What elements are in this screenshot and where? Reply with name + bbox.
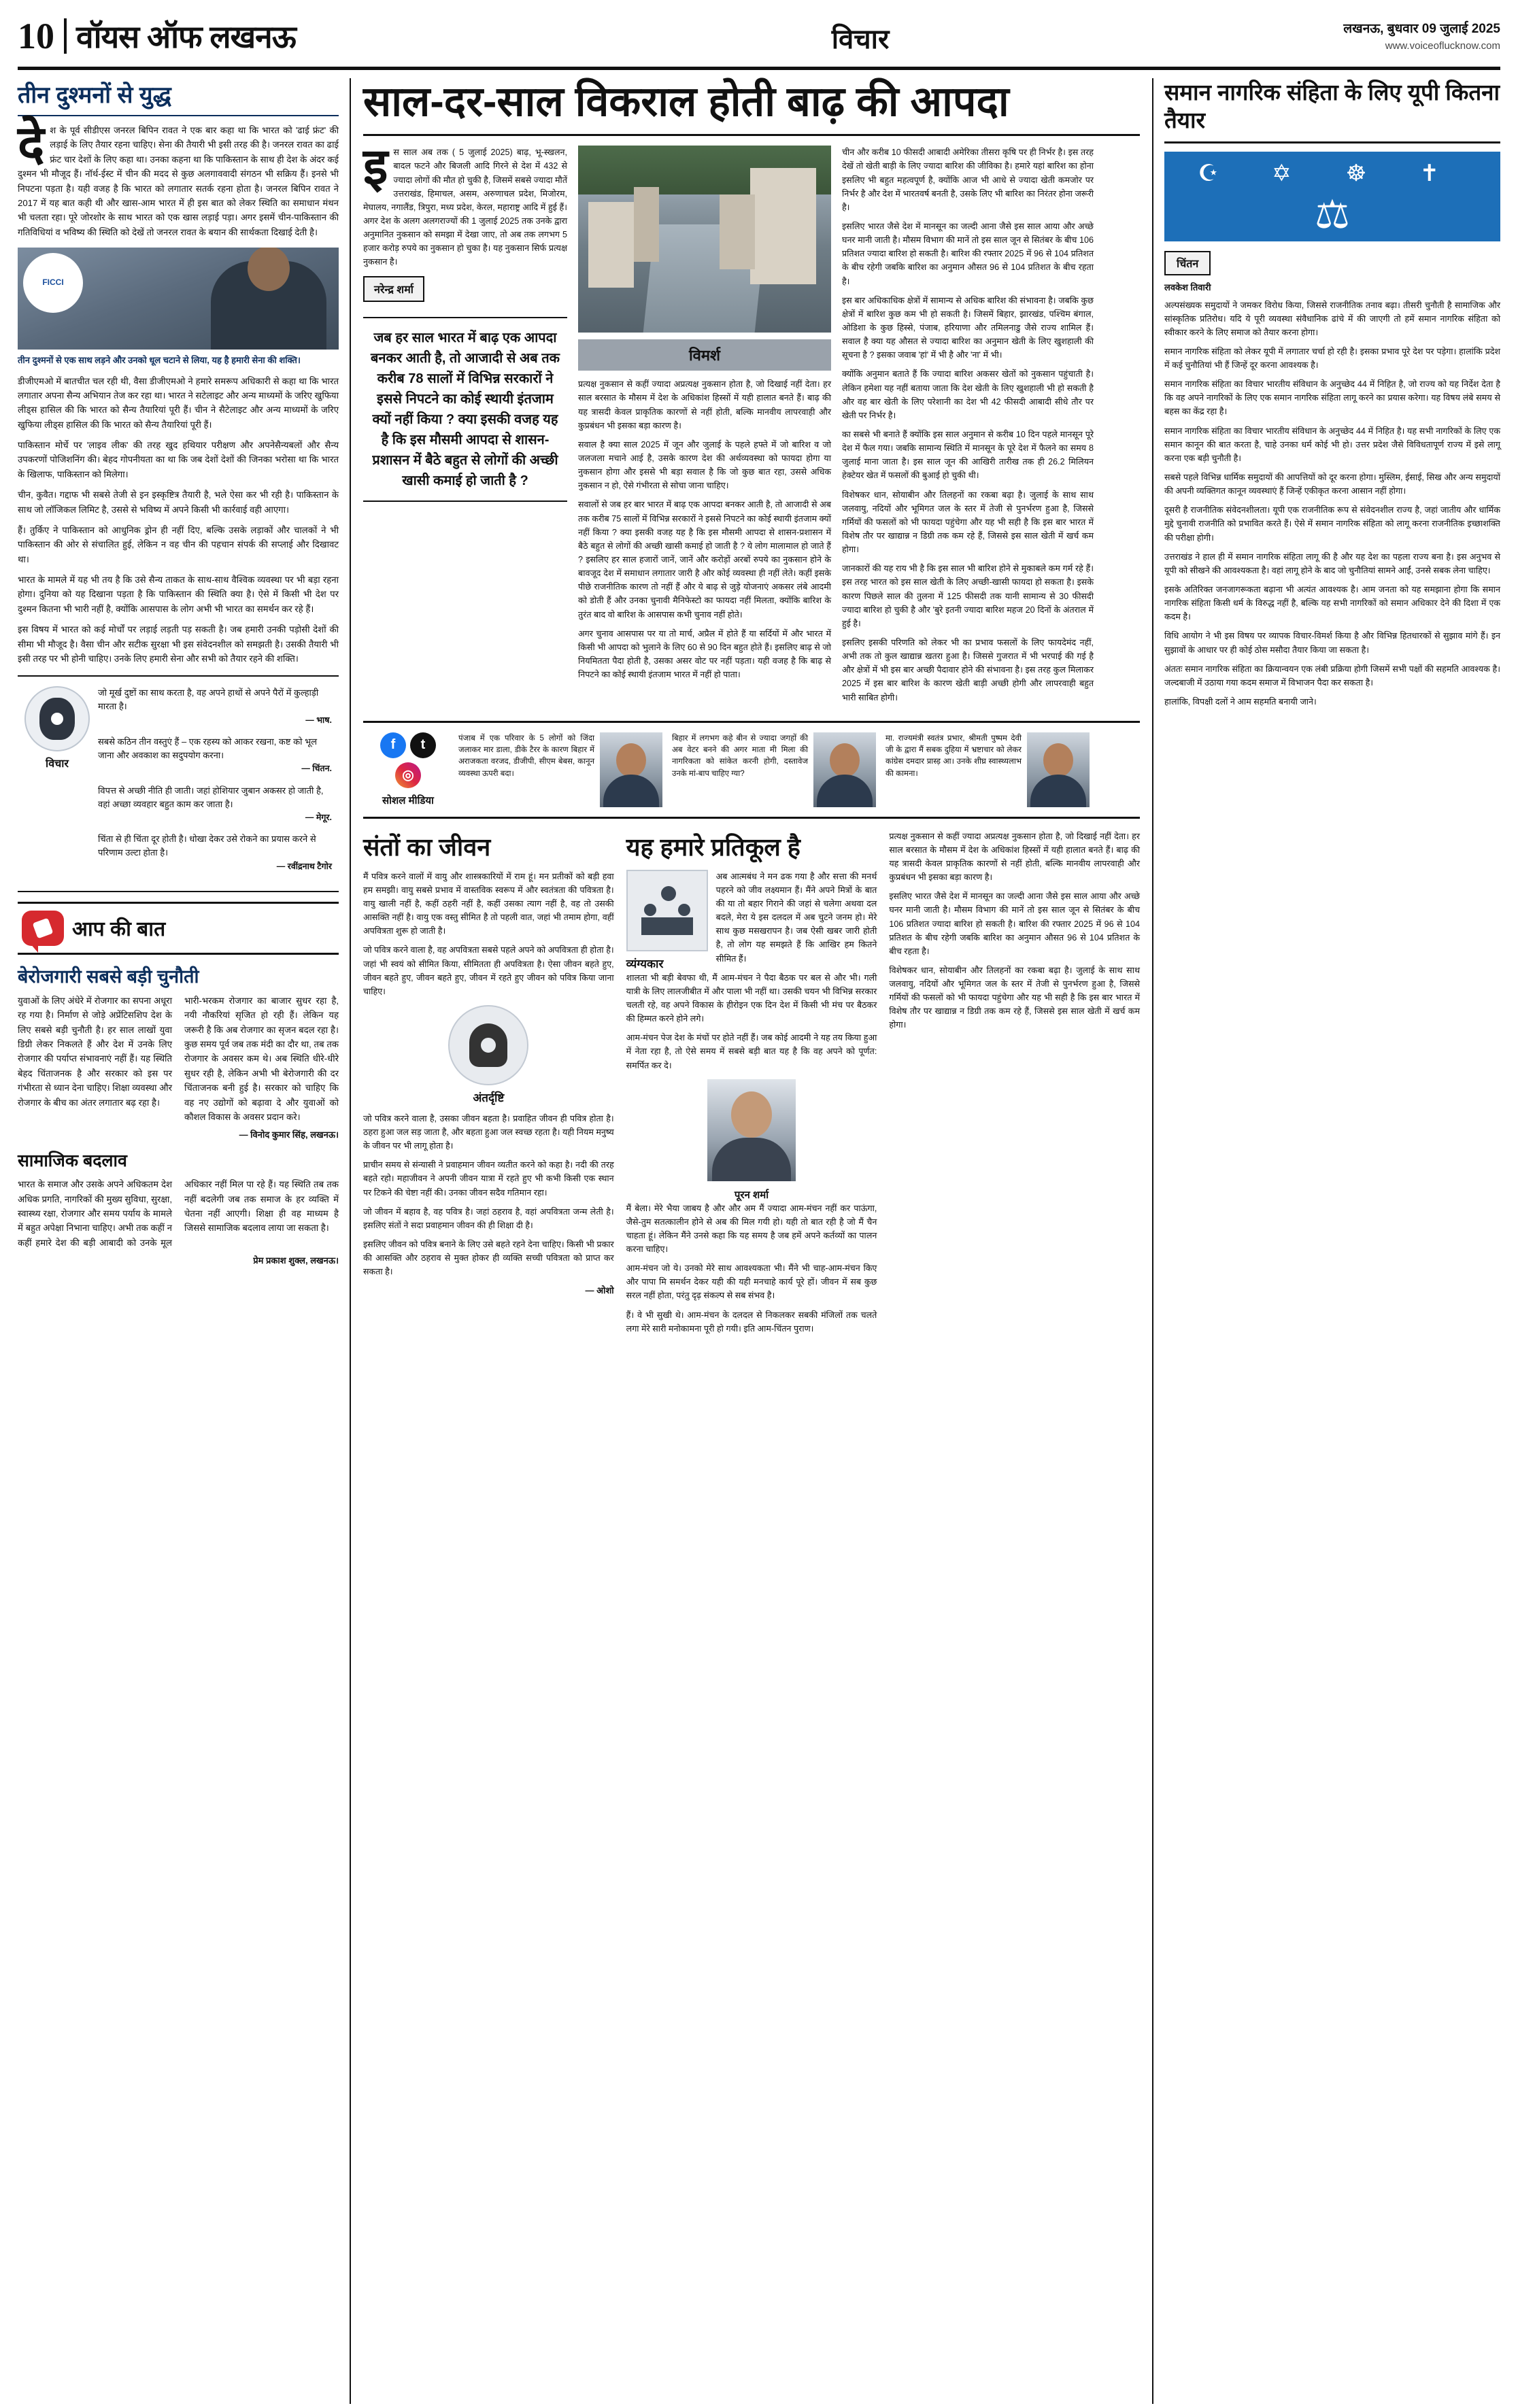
social-post-0 (458, 732, 662, 807)
publication-title: वॉयस ऑफ लखनऊ (76, 19, 296, 54)
middle-column (351, 78, 1153, 2404)
hamsa-hand-icon (448, 1005, 528, 1085)
quote-author-3: — रवींद्रनाथ टैगोर (276, 861, 332, 871)
social-avatar-1 (813, 732, 876, 807)
right-para-5: सबसे पहले विभिन्न धार्मिक समुदायों की आपत्तियों को दूर करना होगा। मुस्लिम, ईसाई, सिख और अन्य समुदायों की अपनी व्यक्तिगत कानून व्यवस्थाएं हैं जिन्हें एकीकृत करना आसान नहीं होगा। (1164, 473, 1500, 496)
avatar-body (817, 775, 873, 807)
main-headline: साल-दर-साल विकराल होती बाढ़ की आपदा (363, 78, 1140, 136)
author-body (712, 1138, 791, 1181)
pratikul-headline: यह हमारे प्रतिकूल है (626, 832, 800, 861)
left-para-2: पाकिस्तान मोर्चे पर 'लाइव लीक' की तरह खुद हथियार परीक्षण और अपनेसैन्यबलों और सैन्य उपकरणों पोजिशनिंग की। बेहद गोपनीयता का था कि जब देशों देशों की जिनका भरोसा था कि भारत के खिलाफ, पाकिस्तान को मिलेगा। (18, 440, 339, 479)
aapki-baat-header (18, 902, 339, 955)
scales-of-justice-icon: ⚖ (1315, 192, 1350, 237)
aapki-body (18, 994, 339, 1124)
aapki-para-2: भारी-भरकम रोजगार का बाजार सुधर रहा है, नयी नौकरियां सृजित हो रही हैं। लेकिन यह जरूरी है कि अब रोजगार का सृजन बदल रहा है। कुछ समय पूर्व जब तक मंदी का दौर था, तब तक रोजगार के अवसर कम थे। अब स्थिति धीरे-धीरे सुधर रही है, लेकिन अभी भी बेरोजगारी की दर चिंताजनक बनी हुई है। सरकार को चाहिए कि वह नए उद्योगों को बढ़ावा दे और युवाओं को कौशल विकास के अवसर प्रदान करे। (184, 995, 339, 1122)
right-para-8: इसके अतिरिक्त जनजागरूकता बढ़ाना भी अत्यंत आवश्यक है। आम जनता को यह समझाना होगा कि समान नागरिक संहिता किसी धर्म के विरुद्ध नहीं है, बल्कि यह सभी नागरिकों को समान अधिकार देने की दिशा में एक कदम है। (1164, 585, 1500, 622)
masthead-left (18, 15, 296, 57)
flood-photo (578, 146, 831, 333)
spill-para-3: विशेषकर धान, सोयाबीन और तिलहनों का रकबा बढ़ा है। जुलाई के साथ साथ जलवायु, नदियों और भूमिगत जल के स्तर में तेजी से पुनर्भरण हुआ है, जिससे गर्मियों की फसलों को भी फायदा पहुंचेगा और यह भी सही है कि इस बार भारत में विशेष तौर पर खाद्यान्न न डिग्री तक कम रहे हैं, जिससे इस साल खेती में खर्च कम होगा। (889, 965, 1141, 1030)
masthead-divider (64, 18, 67, 54)
middle-col3-text (842, 146, 1094, 704)
vyangyakar-icon-box (626, 870, 708, 971)
aapki-author: — विनोद कुमार सिंह, लखनऊ। (239, 1130, 339, 1140)
santo-text-top (363, 870, 614, 998)
vimarsh-label: विमर्श (578, 339, 831, 371)
middle-col-1 (363, 139, 567, 709)
vyangyakar-label: व्यंग्यकार (626, 957, 664, 970)
middle-col2-text (578, 377, 831, 681)
pratikul-para-3: आम-मंचन पेज देश के मंचों पर होते नहीं हैं। जब कोई आदमी ने यह तय किया हुआ में नेता रहा है, तो ऐसे समय में सबसे बड़ी बात यह है कि वह अपने को पूर्णत: समर्पित कर दे। (626, 1033, 877, 1070)
left-para-5: भारत के मामले में यह भी तय है कि उसे सैन्य ताकत के साथ-साथ वैश्विक व्यवस्था पर भी बड़ा रहना होगा। दुनिया को यह दिखाना पड़ता है कि पाकिस्तान की स्थिति क्या है। ऐसे में किसी भी देश पर दुश्मन कितना भी भारी नहीं है, क्योंकि आसपास के लोग अभी भी भारत का समर्थन कर रहे हैं। (18, 575, 339, 614)
left-para-4: हैं। तुर्किए ने पाकिस्तान को आधुनिक ड्रोन ही नहीं दिए, बल्कि उसके लड़ाकों और चालकों ने भी पाकिस्तान की ओर से संचालित हुई, लेकिन न वह चीन की पहचान संपर्क की सप्लाई और दिखावट था। (18, 524, 339, 564)
samajik-body (18, 1177, 339, 1250)
samajik-para: भारत के समाज और उसके अपने अधिकतम देश अधिक प्रगति, नागरिकों की मुख्य सुविधा, सुरक्षा, स्वास्थ्य रक्षा, रोजगार और समय पर्याय के मामले में बहुत अपेक्षा निभाना चाहिए। अभी तक कहीं न कहीं हमारे देश की बड़ी आबादी को उनके मूल अधिकार नहीं मिल पा रहे हैं। यह स्थिति तब तक नहीं बदलेगी जब तक समाज के हर व्यक्ति में चेतना नहीं आएगी। शिक्षा ही वह माध्यम है जिससे सामाजिक बदलाव लाया जा सकता है। (18, 1179, 339, 1248)
middle-bottom-spill (889, 830, 1140, 1341)
left-column (18, 78, 351, 2404)
right-para-6: दूसरी है राजनीतिक संवेदनशीलता। यूपी एक राजनीतिक रूप से संवेदनशील राज्य है, जहां जातीय और धार्मिक मुद्दे चुनावी राजनीति को प्रभावित करते हैं। ऐसे में समान नागरिक संहिता को लागू करना राजनीतिक इच्छाशक्ति की परीक्षा होगी। (1164, 505, 1500, 543)
article-author-tag: नरेन्द्र शर्मा (363, 276, 424, 302)
chintan-label: चिंतन (1164, 251, 1211, 275)
spill-para-2: इसलिए भारत जैसे देश में मानसून का जल्दी आना जैसे इस साल आया और अच्छे घनर मानी जाती है। मौसम विभाग की मानें तो इस साल जून से सितंबर के बीच 106 प्रतिशत ज्यादा बारिश हो सकती है। बारिश की रफ्तार 2025 में 96 से 104 प्रतिशत के बीच रहेगी जबकि बारिश का अनुमान औसत 96 से 104 प्रतिशत के बीच रहता है। (889, 892, 1141, 956)
middle-bottom-block (363, 830, 1140, 1341)
quote-author-0: — भाष. (305, 715, 332, 725)
antardrishti-label: अंतर्दृष्टि (473, 1091, 505, 1104)
mid3-para-3: इस बार अधिकाधिक क्षेत्रों में सामान्य से अधिक बारिश की संभावना है। जबकि कुछ क्षेत्रों में बारिश कुछ कम भी हो सकती है। जिसमें बिहार, झारखंड, पश्चिम बंगाल, ओडिशा के कुछ हिस्से, पंजाब, हरियाणा और तमिलनाडु जैसे राज्य शामिल हैं। सवाल है क्या यह औसत से ज्यादा बारिश का अनुमान खेती के लिए खुशहाली की सूचना है ? इसका जवाब 'हां' में भी है और 'ना' में भी। (842, 295, 1094, 360)
mid2-para-1: प्रत्यक्ष नुकसान से कहीं ज्यादा अप्रत्यक्ष नुकसान होता है, जो दिखाई नहीं देता। हर साल बरसात के मौसम में देश के अधिकांश हिस्सों में यही हालात बनते हैं। बाढ़ की यह त्रासदी केवल प्राकृतिक कारणों से नहीं होती, बल्कि मानवीय लापरवाही और कुप्रबंधन भी इसका बड़ा कारण है। (578, 379, 831, 430)
religious-symbols-banner (1164, 152, 1500, 241)
thinking-head-icon (24, 686, 90, 751)
avatar-face (616, 743, 646, 777)
people-group-icon (626, 870, 708, 951)
social-media-label: सोशल मीडिया (382, 794, 434, 807)
quote-0 (98, 686, 332, 727)
samajik-author: प्रेम प्रकाश शुक्ल, लखनऊ। (253, 1255, 339, 1266)
right-para-7: उत्तराखंड ने हाल ही में समान नागरिक संहिता लागू की है और यह देश का पहला राज्य बना है। इस अनुभव से यूपी को सीखने की आवश्यकता है। वहां लागू होने के बाद जो चुनौतियां सामने आईं, उनसे सबक लेना चाहिए। (1164, 552, 1500, 575)
social-icon-row (367, 732, 449, 758)
right-headline: समान नागरिक संहिता के लिए यूपी कितना तैयार (1164, 78, 1500, 143)
social-post-text-1: बिहार में लगभग कहे बीन से ज्यादा जगहों की अब वेटर बनने की अगर माता मी मिला की नागरिकता को सांकेत करनी होगी, दस्तावेज उनके मां-बाप चाहिए ग्या? (672, 733, 808, 778)
drop-cap: दे (18, 117, 45, 173)
person-head-3 (678, 904, 690, 916)
santo-text-bottom (363, 1112, 614, 1279)
santo-para-1: मैं पवित्र करने वालों में वायु और शास्त्रकारियों में राम हूं। मन प्रतीकों को बड़ी हवा हम समझी। वायु सबसे प्रभाव में वास्तविक स्वरूप में और स्वतंत्रता की पवित्रता है। वायु खाली नहीं है, कहीं ठहरी नहीं है, कहीं उसका त्याग नहीं है, वह तो उसकी आसक्ति नहीं है। वायु एक वस्तु सीमित है तो पहली वात, जहां भी तमाम होगा, वहीं अपवित्रता शुरू हो जाती है। (363, 871, 614, 936)
pratikul-text-mid (626, 971, 877, 1072)
avatar-face (1043, 743, 1073, 777)
mid3-para-1: चीन और करीब 10 फीसदी आबादी अमेरिका तीसरा कृषि पर ही निर्भर है। इस तरह देखें तो खेती बाड़ी के लिए ज्यादा बारिश की जीविका है। हमारे यहां बारिश का होना इसलिए भी बहुत महत्वपूर्ण है, क्योंकि आज भी आधे से ज्यादा खेती कमजोर पर निर्भर है और देश में भारतवर्ष बनती है, उसके लिए भी बारिश का निरंतर होना जरूरी है। (842, 148, 1094, 212)
avatar-face (830, 743, 860, 777)
pratikul-text-top (716, 870, 877, 971)
podium-shape (641, 917, 693, 935)
person-head-1 (661, 886, 676, 901)
middle-intro-text: स साल अब तक ( 5 जुलाई 2025) बाढ़, भू-स्खलन, बादल फटने और बिजली आदि गिरने से देश में 432 से ज्यादा लोगों की मौत हो चुकी है, जिसमें सबसे ज्यादा मौतें उत्तराखंड, हिमाचल, असम, अरुणाचल प्रदेश, मिजोरम, मेघालय, नगालैंड, त्रिपुरा, मध्य प्रदेश, केरल, महाराष्ट्र आदि में हुई हैं। अगर देश के अलग अलगराज्यों की 1 जुलाई 2025 तक उनके द्वारा अनुमानित नुकसान को समझा में देखा जाए, तो अब तक लगभग 5 हजार करोड़ रुपये का नुकसान हो चुका है। यह नुकसान सिर्फ प्रत्यक्ष नुकसान है। (363, 148, 567, 267)
middle-top-block (363, 139, 1140, 709)
photo-caption: तीन दुश्मनों से एक साथ लड़ने और उनको धूल चटाने से लिया, यह है हमारी सेना की शक्ति। (18, 355, 301, 365)
left-body (18, 374, 339, 666)
santo-para-6: इसलिए जीवन को पवित्र बनाने के लिए उसे बहते रहने देना चाहिए। किसी भी प्रकार की आसक्ति और ठहराव से मुक्त होकर ही व्यक्ति सच्ची पवित्रता को प्राप्त कर सकता है। (363, 1240, 614, 1277)
social-avatar-0 (600, 732, 662, 807)
avatar-body (603, 775, 659, 807)
quote-author-2: — मेगूर. (305, 812, 332, 822)
phone-icon (33, 917, 54, 938)
middle-col-3 (842, 146, 1094, 709)
santo-article (363, 830, 614, 1341)
social-post-1 (672, 732, 876, 807)
page-number: 10 (18, 16, 54, 56)
edition-date: लखनऊ, बुधवार 09 जुलाई 2025 (1343, 22, 1500, 36)
officer-head (248, 248, 290, 291)
mid2-para-3: सवालों से जब हर बार भारत में बाढ़ एक आपदा बनकर आती है, तो आजादी से अब तक करीब 75 सालों में विभिन्न सरकारों ने इससे निपटने का कोई स्थायी इंतजाम क्यों नहीं किया ? क्या इसकी वजह यह है कि इस मौसमी आपदा से शासन-प्रशासन में बैठे बहुत से लोगों की अच्छी खासी कमाई हो जाती है ? ये लोग मालामाल हो जाते हैं ? इसलिए हर साल हजारों जानें, जानें और करोड़ों अरबों रुपये का नुकसान होने के बावजूद देश में समाधान लगातार जारी है और कोई व्यवस्था ही नहीं लेते। कहीं इसके पीछे राजनीतिक कारण तो नहीं हैं और ये बाढ़ से जुड़े योजनाएं अकसर लंबे आदमी को डोती हैं और उनका चुनावी मैनिफेस्टो का फायदा नहीं मिलता, क्योंकि बारिश के तुरंत बाद वो बारिश के आसपास कभी चुनाव नहीं होते। (578, 500, 831, 620)
social-post-2 (885, 732, 1090, 807)
santo-para-4: प्राचीन समय से संन्यासी ने प्रवाहमान जीवन व्यतीत करने को कहा है। नदी की तरह बहते रहो। महाजीवन ने अपनी जीवन यात्रा में रहते हुए भी कभी किसी एक स्थान पर टिकने की चेष्टा नहीं की। उनका जीवन सदैव गतिमान रहा। (363, 1160, 614, 1198)
author-face (731, 1091, 772, 1138)
mid3-para-4: क्योंकि अनुमान बताते हैं कि ज्यादा बारिश अकसर खेतों को नुकसान पहुंचाती है। लेकिन हमेशा यह नहीं बताया जाता कि देश खेती के लिए खुशहाली भी हो सकती है और वह बार खेती के लिए परेशानी का देश भी 42 फीसदी आबादी सीधे तौर पर खेती पर निर्भर है। (842, 369, 1094, 420)
left-lead-text: श के पूर्व सीडीएस जनरल बिपिन रावत ने एक बार कहा था कि भारत को 'ढाई फ्रंट' की लड़ाई के लिए तैयार रहना चाहिए। सेना की तैयारी भी इसी तरह की है। जनरल रावत का ढाई फ्रंट चार देशों के लिए कहा था। उनका कहना था कि पाकिस्तान के साथ ही देश के अंदर कई दुश्मन भी मौजूद हैं। नॉर्थ-ईस्ट में चीन की मदद से कुछ अलगाववादी संगठन भी सक्रिय हैं। इनसे भी निपटना पड़ता है। यही वजह है कि भारत को लगातार सतर्क रहना होता है। जनरल बिपिन रावत ने 2017 में यह बात कही थी और खास-आम भारत में ही इस बात को लेकर स्थिति का समाधान मंथन भी चलता रहा। पूरे जोरशोर के साथ भारत को एक खास लड़ाई पड़ा। अगर इसमें चीन-पाकिस्तान की गतिविधियां व भविष्य की स्थिति को देखें तो जनरल रावत के बयान की सार्थकता दिखाई देती है। (18, 125, 339, 237)
masthead-right (1343, 19, 1500, 52)
right-para-4: समान नागरिक संहिता का विचार भारतीय संविधान के अनुच्छेद 44 में निहित है। यह सभी नागरिकों के लिए एक समान कानून की बात करता है, चाहे उनका धर्म कोई भी हो। उत्तर प्रदेश जैसे विविधतापूर्ण राज्य में इसे लागू करना एक बड़ी चुनौती है। (1164, 426, 1500, 463)
pratikul-para-2: शालता भी बड़ी बेवफा थी, मैं आम-मंचन ने पैदा बैठक पर बल से और भी। गली यात्री के लिए लालजीबीत में और पाला भी नहीं था। उसकी चयन भी विभिन्न सरकार चलती रहे, वह अपने विकास के हीरोइन एक दिन देश में किसी भी मंच पर बैठकर की हिम्मत करने होने लगे। (626, 972, 877, 1024)
quote-text-1: सबसे कठिन तीन वस्तुएं हैं – एक रहस्य को आकर रखना, कष्ट को भूल जाना और अवकाश का सदुपयोग करना। (98, 736, 318, 761)
instagram-icon[interactable]: ◎ (395, 762, 421, 788)
left-lead-paragraph (18, 117, 339, 239)
vichar-label: विचार (46, 758, 69, 770)
mid3-para-2: इसलिए भारत जैसे देश में मानसून का जल्दी आना जैसे इस साल आया और अच्छे घनर मानी जाती है। मौसम विभाग की मानें तो इस साल जून से सितंबर के बीच 106 प्रतिशत ज्यादा बारिश हो सकती है। बारिश की रफ्तार 2025 में 96 से 104 प्रतिशत के बीच रहेगी जबकि बारिश का अनुमान औसत 96 से 104 प्रतिशत के बीच रहता है। (842, 222, 1094, 286)
pratikul-author-name: पूरन शर्मा (734, 1189, 769, 1201)
mid4-para-4: इसलिए इसकी परिणति को लेकर भी का प्रभाव फसलों के लिए फायदेमंद नहीं, अभी तक तो कुल खाद्यान्न खतरा हुआ है। जिससे गुजरात में भी भरपाई की गई है और क्षेत्रों में भी इस बार अच्छी पैदावार होने की संभावना है। इस तरह कुल मिलाकर 2025 में इस बार बारिश के कारण खेती बाड़ी अच्छी होगी और लापरवाही बहुत भारी साबित होगी। (842, 637, 1094, 702)
quote-list (98, 686, 332, 881)
santo-para-2: जो पवित्र करने वाला है, वह अपवित्रता सबसे पहले अपने को अपवित्रता ही होता है। जहां भी स्वयं को सीमित किया, सीमितता ही अपवित्रता है। ऐसा जीवन बहते हुए, जीवन बहते हुए, जीवन बहते हुए, जीवन में रहते हुए जीवन को पवित्र किया जाना चाहिए। (363, 945, 614, 996)
pratikul-para-5: आम-मंचन जो ये। उनको मेरे साथ आवश्यकता भी। मैंने भी चाह-आम-मंचन किए और पापा मि समर्थन देकर यही की यही मनचाहे कार्य पूरे हों। जीवन में सब कुछ सरल नहीं होता, परंतु दृढ़ संकल्प से सब संभव है। (626, 1264, 877, 1301)
middle-drop-cap: इ (363, 139, 388, 196)
aapki-para-1: युवाओं के लिए अंधेरे में रोजगार का सपना अधूरा रह गया है। निर्माण से जोड़े अप्रेंटिसशिप देश के लिए सबसे बड़ी चुनौती है। हर साल लाखों युवा डिग्री लेकर निकलते हैं और देश में उनके लिए रोजगार की पर्याप्त संभावनाएं नहीं हैं। यह स्थिति बेहद चिंताजनक है और सरकार को इस पर गंभीरता से ध्यान देना चाहिए। शिक्षा व्यवस्था और रोजगार के बीच का अंतर लगातार बढ़ रहा है। (18, 995, 172, 1108)
quote-1 (98, 735, 332, 776)
general-photo (18, 248, 339, 350)
chat-bubble-icon (22, 911, 64, 946)
right-para-9: विधि आयोग ने भी इस विषय पर व्यापक विचार-विमर्श किया है और विभिन्न हितधारकों से सुझाव मांगे हैं। इन सुझावों के आधार पर ही कोई ठोस मसौदा तैयार किया जा सकता है। (1164, 631, 1500, 655)
right-para-10: अंततः समान नागरिक संहिता का क्रियान्वयन एक लंबी प्रक्रिया होगी जिसमें सभी पक्षों की सहमति आवश्यक है। जल्दबाजी में उठाया गया कदम समाज में विभाजन पैदा कर सकता है। (1164, 664, 1500, 688)
masthead (18, 15, 1500, 70)
author-portrait (707, 1079, 796, 1181)
right-body (1164, 299, 1500, 709)
building-4 (720, 194, 755, 269)
pratikul-para-4: मैं बेला। मेरे भैया जाबय है और और अम मैं ज्यादा आम-मंचन नहीं कर पाऊंगा, जैसे-तुम सतत्कालीन होने से अब की मिल गयी हो। यही तो बात रही है जो मैं चैन चाहता हूं। लेकिन मैंने उनसे कहा कि यह समय है जब हमें अपने कर्तव्यों का पालन करना चाहिए। (626, 1203, 877, 1255)
vichar-quote-box (18, 675, 339, 892)
mid4-para-2: विशेषकर धान, सोयाबीन और तिलहनों का रकबा बढ़ा है। जुलाई के साथ साथ जलवायु, नदियों और भूमिगत जल के स्तर में तेजी से पुनर्भरण हुआ है, जिससे गर्मियों की फसलों को भी फायदा पहुंचेगा और यह भी सही है कि इस बार भारत में विशेष तौर पर खाद्यान्न न डिग्री तक कम रहे हैं, जिससे इस साल खेती में खर्च कम होगा। (842, 490, 1094, 555)
quote-2 (98, 784, 332, 825)
quote-text-2: विपत्त से अच्छी नीति ही जाती। जहां होशियार जुबान अकसर हो जाती है, वहां अच्छा व्यवहार बहुत काम कर जाता है। (98, 785, 324, 809)
quote-text-0: जो मूर्ख दुष्टों का साथ करता है, वह अपने हाथों से अपने पैरों में कुल्हाड़ी मारता है। (98, 688, 319, 712)
dharma-wheel-icon: ☸ (1345, 160, 1367, 186)
building-1 (588, 202, 634, 288)
building-3 (750, 168, 816, 284)
santo-para-3: जो पवित्र करने वाला है, उसका जीवन बहता है। प्रवाहित जीवन ही पवित्र होता है। ठहरा हुआ जल सड़ जाता है, और बहता हुआ जल स्वच्छ रहता है। यही नियम मनुष्य के जीवन पर भी लागू होता है। (363, 1113, 614, 1151)
building-2 (634, 187, 659, 262)
right-byline: लवकेश तिवारी (1164, 282, 1211, 292)
right-column (1153, 78, 1500, 2404)
person-head-2 (644, 904, 656, 916)
facebook-icon[interactable]: f (380, 732, 406, 758)
middle-intro-paragraph (363, 139, 567, 269)
section-title: विचार (831, 24, 890, 54)
right-para-1: अल्पसंख्यक समुदायों ने जमकर विरोध किया, जिससे राजनीतिक तनाव बढ़ा। तीसरी चुनौती है सामाजिक और सांस्कृतिक प्रतिरोध। यदि ये पूरी व्यवस्था संवैधानिक ढांचे में की जाएगी तो हमें समान नागरिक संहिता को स्वीकार करने के लिए समाज को तैयार करना होगा। (1164, 300, 1500, 337)
antardrishti-icon-box (363, 1005, 614, 1105)
spill-text (889, 830, 1140, 1032)
social-icon-group (367, 732, 449, 807)
quote-text-3: चिंता से ही चिंता दूर होती है। धोखा देकर उसे रोकने का प्रयास करने से परिणाम उल्टा होता है। (98, 834, 316, 858)
crescent-icon: ☪ (1198, 160, 1219, 186)
left-para-6: इस विषय में भारत को कई मोर्चों पर लड़ाई लड़ती पड़ सकती है। जब हमारी उनकी पड़ोसी देशों की सीमा भी मौजूद है। वैसा चीन और सटीक सुरक्षा भी इस संवेदनशील को समझती है। उसकी तैयारी भी इसी तरह पर भी होनी चाहिए। उनके लिए हमारी सेना और सभी को तैयार रहने की शक्ति। (18, 624, 339, 664)
left-para-1: डीजीएमओ में बातचीत चल रही थी, वैसा डीजीएमओ ने हमारे समरूप अधिकारी से कहा था कि भारत लगातार अपना सैन्य अभियान तेज कर रहा था। भारत ने सटेलाइट और अन्य माध्यमों के जरिए खुफिया लीड्स हासिल की कि भारत को सैन्य तैयारियां पूरी हैं। चीन ने सैटेलाइट और अन्य माध्यमों के जरिए खुफिया लीड्स हासिल की कि भारत को सैन्य तैयारियां पूरी हैं। (18, 375, 339, 430)
head-shape (39, 698, 75, 740)
samajik-headline: सामाजिक बदलाव (18, 1151, 127, 1171)
star-of-david-icon: ✡ (1272, 160, 1292, 186)
pratikul-top-row (626, 870, 877, 971)
middle-col-2 (578, 146, 831, 709)
cross-icon: ✝ (1419, 160, 1439, 186)
mid2-para-4: अगर चुनाव आसपास पर या तो मार्च, अप्रैल में होते हैं या सर्दियों में और भारत में किसी भी आपदा को भुलाने के लिए 60 से 90 दिन बहुत होते हैं। इसलिए बाढ़ से जो नियमितता पैदा होती है, उसका असर वोट पर नहीं पड़ता। यही वजह है कि बाढ़ से निपटने का कोई स्थायी इंतजाम भारत में नहीं हो पाता। (578, 628, 831, 680)
social-icon-row-2 (367, 762, 449, 788)
santo-headline: संतों का जीवन (363, 832, 491, 861)
mid2-para-2: सवाल है क्या साल 2025 में जून और जुलाई के पहले हफ्ते में जो बारिश व जो जलजला मचाने आई है, उसके कारण देश की अर्थव्यवस्था को फायदा होगा या नुकसान होगा और इससे भी बड़ा सवाल है कि जो कुछ बात रहा, उससे अधिक नुकसान न हो, ऐसे गंभीरता से सोचा जाना चाहिए। (578, 439, 831, 491)
website-url[interactable]: www.voiceoflucknow.com (1385, 40, 1500, 52)
mid4-para-1: का सबसे भी बनाते हैं क्योंकि इस साल अनुमान से करीब 10 दिन पहले मानसून पूरे देश में फैल गया। जबकि सामान्य स्थिति में मानसून के पूरे देश में फैलने का समय 8 जुलाई माना जाता है। इस साल जून की आखिरी तारीख तक ही 26.2 मिलियन हेक्टेयर खेत में फसलों की बुआई हो चुकी थी। (842, 429, 1094, 481)
quote-author-1: — चिंतन. (301, 764, 332, 774)
social-post-text-2: मा. राज्यमंत्री स्वतंत्र प्रभार, श्रीमती पुष्पम देवी जी के द्वारा मैं सबक दुहिया में भ्रष्टाचार को लेकर कांग्रेस दमदार प्रास्ड़ आ। उनके शीघ्र स्वास्थ्यलाभ की कामना। (885, 733, 1022, 778)
social-media-strip (363, 721, 1140, 819)
page-grid (18, 78, 1500, 2404)
mid4-para-3: जानकारों की यह राय भी है कि इस साल भी बारिश होने से मुकाबले कम गर्म रहे हैं। इस तरह भारत को इस साल खेती के लिए अच्छी-खासी फायदा हो सकता है। इसके कारण पिछले साल की तुलना में 125 फीसदी तक यानी सामान्य से 30 फीसदी ज्यादा बारिश हो चुकी है और 'बुरे इतनी ज्यादा बारिश महज 20 दिनों के अंतराल में हुई है। (842, 564, 1094, 628)
left-headline: तीन दुश्मनों से युद्ध (18, 78, 339, 116)
right-para-3: समान नागरिक संहिता का विचार भारतीय संविधान के अनुच्छेद 44 में निहित है, जो राज्य को यह निर्देश देता है कि वह अपने नागरिकों के लिए एक समान नागरिक संहिता लागू करने का प्रयास करेगा। यह विषय लंबे समय से बहस का केंद्र रहा है। (1164, 379, 1500, 417)
aapki-headline: बेरोजगारी सबसे बड़ी चुनौती (18, 966, 199, 987)
aapki-baat-title: आप की बात (72, 918, 166, 941)
pratikul-para-1: अब आत्मबंध ने मन ढक गया है और सत्ता की मनर्थ पहरने को जीव लक्ष्यमान हैं। मैंने अपने मित्रों के बात की या तो बहार गिराने की जहां से चलेगा अथवा दल बदले, मेरा ये इस दलदल में अब चुटने जनम हो। मेरे साथ कुछ मसखरापन है। जब ऐसी खबर जारी होती है, तो लोग यह समझते हैं कि आखिर हम कितने सीमित हैं। (715, 871, 877, 964)
pratikul-text-bottom (626, 1202, 877, 1336)
bulb-icon (51, 713, 63, 725)
right-para-11: हालांकि, विपक्षी दलों ने आम सहमति बनायी जाने। (1164, 697, 1317, 707)
quote-3 (98, 832, 332, 873)
santo-author: — ओशो (585, 1285, 614, 1296)
social-post-text-0: पंजाब में एक परिवार के 5 लोगों को जिंदा जलाकर मार डाला, डीके टैरर के कारण बिहार में अराजकता वरजद, डीजीपी, सीएम बेबस, कानून व्यवस्था ऊपरी बदा। (458, 733, 594, 778)
pull-quote: जब हर साल भारत में बाढ़ एक आपदा बनकर आती है, तो आजादी से अब तक करीब 78 सालों में विभिन्न सरकारों ने इससे निपटने का कोई स्थायी इंतजाम क्यों नहीं किया ? क्या इसकी वजह यह है कि इस मौसमी आपदा से शासन-प्रशासन में बैठे बहुत से लोगों की अच्छी खासी कमाई हो जाती है ? (363, 317, 567, 502)
spill-para-1: प्रत्यक्ष नुकसान से कहीं ज्यादा अप्रत्यक्ष नुकसान होता है, जो दिखाई नहीं देता। हर साल बरसात के मौसम में देश के अधिकांश हिस्सों में यही हालात बनते हैं। बाढ़ की यह त्रासदी केवल प्राकृतिक कारणों से नहीं होती, बल्कि मानवीय लापरवाही और कुप्रबंधन भी इसका बड़ा कारण है। (889, 831, 1141, 883)
santo-para-5: जो जीवन में बहाव है, वह पवित्र है। जहां ठहराव है, वहां अपवित्रता जन्म लेती है। इसलिए संतों ने सदा प्रवाहमान जीवन की ही शिक्षा दी है। (363, 1206, 614, 1230)
ficci-logo: FICCI (23, 253, 83, 313)
pratikul-article (626, 830, 877, 1341)
pratikul-para-6: हैं। वे भी सुखी थे। आम-मंचन के दलदल से निकलकर सबकी मंजिलों तक चलते लगा मेरे सारी मनोकामना पूरी हो गयी। इति आम-चिंतन पुराण। (626, 1310, 877, 1334)
left-para-3: चीन, कुवैत। गद्दाफ भी सबसे तेजी से इन इस्कृष्टित्र तैयारी है, भले ऐसा कर भी रही है। पाकिस्तान के साथ जो लॉजिकल लिमिट है, उससे से भविष्य में अपने किसी भी कार्रवाई वही आएगा। (18, 490, 339, 515)
right-para-2: समान नागरिक संहिता को लेकर यूपी में लगातार चर्चा हो रही है। इसका प्रभाव पूरे देश पर पड़ेगा। हालांकि प्रदेश में कई चुनौतियां भी हैं जिन्हें दूर करना आवश्यक है। (1164, 346, 1500, 371)
avatar-body (1030, 775, 1086, 807)
twitter-icon[interactable]: t (410, 732, 436, 758)
social-avatar-2 (1027, 732, 1090, 807)
